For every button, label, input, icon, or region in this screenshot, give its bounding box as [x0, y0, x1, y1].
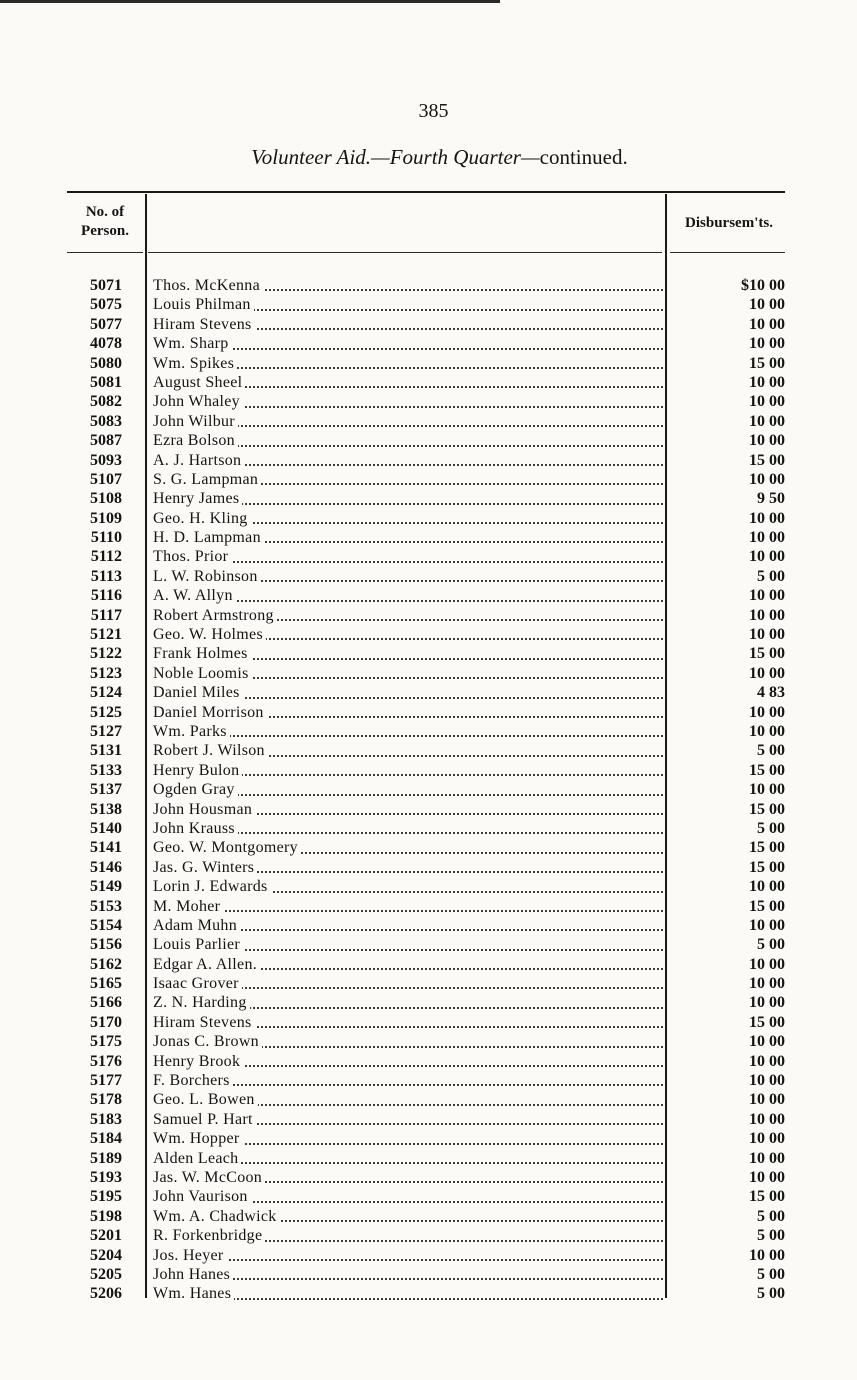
- person-name-cell: [153, 935, 663, 954]
- person-number: 5112: [90, 548, 122, 566]
- disbursement-amount: 10 00: [749, 529, 785, 547]
- header-number-of-person: [67, 203, 143, 241]
- person-name-cell: [153, 916, 663, 935]
- header-underline-disbursements: [670, 252, 785, 253]
- disbursement-amount: 10 00: [749, 1110, 785, 1128]
- person-name-cell: [153, 1226, 663, 1245]
- table-row: [0, 295, 857, 314]
- person-name: John Housman: [153, 801, 255, 818]
- person-name: John Krauss: [153, 820, 238, 837]
- disbursement-amount: 10 00: [749, 626, 785, 644]
- disbursement-amount: 10 00: [749, 781, 785, 799]
- table-row: [0, 1246, 857, 1265]
- person-name: Daniel Miles: [153, 684, 243, 701]
- person-name: Z. N. Harding: [153, 994, 250, 1011]
- person-number: 5141: [90, 839, 122, 857]
- person-number: 5195: [90, 1188, 122, 1206]
- person-name-cell: [153, 974, 663, 993]
- table-row: [0, 1013, 857, 1032]
- person-name-cell: [153, 451, 663, 470]
- person-name-cell: [153, 897, 663, 916]
- person-name: Louis Parlier: [153, 936, 243, 953]
- person-name-cell: [153, 664, 663, 683]
- person-number: 5149: [90, 878, 122, 896]
- person-number: 5133: [90, 761, 122, 779]
- person-name: S. G. Lampman: [153, 471, 261, 488]
- disbursement-amount: 10 00: [749, 1168, 785, 1186]
- disbursement-amount: 10 00: [749, 703, 785, 721]
- person-name-cell: [153, 1265, 663, 1284]
- person-name: H. D. Lampman: [153, 529, 264, 546]
- person-name-cell: [153, 489, 663, 508]
- person-number: 4078: [90, 335, 122, 353]
- table-row: [0, 993, 857, 1012]
- disbursement-amount: 10 00: [749, 412, 785, 430]
- person-name: August Sheel: [153, 374, 245, 391]
- person-number: 5109: [90, 509, 122, 527]
- person-name-cell: [153, 606, 663, 625]
- person-number: 5123: [90, 664, 122, 682]
- person-number: 5093: [90, 451, 122, 469]
- disbursement-amount: 15 00: [749, 858, 785, 876]
- table-row: [0, 315, 857, 334]
- person-name: Henry James: [153, 490, 242, 507]
- person-number: 5127: [90, 722, 122, 740]
- person-name: Hiram Stevens: [153, 316, 255, 333]
- person-name: Wm. Hopper: [153, 1130, 243, 1147]
- table-row: [0, 1187, 857, 1206]
- disbursement-amount: 10 00: [749, 470, 785, 488]
- person-number: 5205: [90, 1265, 122, 1283]
- disbursement-amount: 15 00: [749, 761, 785, 779]
- person-name-cell: [153, 722, 663, 741]
- disbursement-amount: 5 00: [757, 819, 785, 837]
- disbursement-amount: 10 00: [749, 296, 785, 314]
- person-number: 5121: [90, 626, 122, 644]
- person-number: 5176: [90, 1052, 122, 1070]
- disbursement-amount: 10 00: [749, 1130, 785, 1148]
- person-number: 5080: [90, 354, 122, 372]
- person-name: L. W. Robinson: [153, 568, 261, 585]
- person-name-cell: [153, 528, 663, 547]
- person-name-cell: [153, 683, 663, 702]
- person-name-cell: [153, 858, 663, 877]
- person-number: 5081: [90, 373, 122, 391]
- person-number: 5178: [90, 1091, 122, 1109]
- table-row: [0, 276, 857, 295]
- person-name: Jas. G. Winters: [153, 859, 257, 876]
- disbursement-amount: 5 00: [757, 567, 785, 585]
- table-row: [0, 780, 857, 799]
- disbursement-amount: 15 00: [749, 645, 785, 663]
- disbursement-amount: 4 83: [757, 684, 785, 702]
- person-name-cell: [153, 761, 663, 780]
- disbursement-amount: 5 00: [757, 1207, 785, 1225]
- header-underline-name: [148, 252, 662, 253]
- table-row: [0, 741, 857, 760]
- disbursement-amount: $10 00: [741, 277, 785, 294]
- person-name-cell: [153, 1168, 663, 1187]
- table-row: [0, 935, 857, 954]
- person-name: John Hanes: [153, 1266, 233, 1283]
- person-name-cell: [153, 567, 663, 586]
- person-name: Wm. Parks: [153, 723, 230, 740]
- person-name: Geo. H. Kling: [153, 510, 251, 527]
- table-row: [0, 625, 857, 644]
- disbursement-amount: 10 00: [749, 1246, 785, 1264]
- title-continued: continued.: [539, 145, 628, 169]
- person-number: 5113: [90, 567, 122, 585]
- disbursement-amount: 5 00: [757, 1265, 785, 1283]
- person-name: Lorin J. Edwards: [153, 878, 271, 895]
- disbursement-amount: 15 00: [749, 354, 785, 372]
- table-row: [0, 974, 857, 993]
- page-title: [0, 145, 857, 170]
- person-name-cell: [153, 819, 663, 838]
- disbursement-amount: 15 00: [749, 1013, 785, 1031]
- table-row: [0, 916, 857, 935]
- person-number: 5201: [90, 1227, 122, 1245]
- table-row: [0, 392, 857, 411]
- person-name: Ogden Gray: [153, 781, 238, 798]
- person-number: 5162: [90, 955, 122, 973]
- person-name-cell: [153, 1207, 663, 1226]
- person-name: Wm. Hanes: [153, 1285, 234, 1302]
- person-name-cell: [153, 547, 663, 566]
- person-number: 5125: [90, 703, 122, 721]
- person-number: 5183: [90, 1110, 122, 1128]
- table-row: [0, 606, 857, 625]
- disbursement-amount: 10 00: [749, 1072, 785, 1090]
- table-row: [0, 334, 857, 353]
- person-number: 5138: [90, 800, 122, 818]
- disbursement-amount: 10 00: [749, 722, 785, 740]
- title-italic: Volunteer Aid.—Fourth Quarter—: [251, 145, 540, 169]
- person-name-cell: [153, 800, 663, 819]
- person-name: Alden Leach: [153, 1150, 241, 1167]
- disbursement-amount: 10 00: [749, 664, 785, 682]
- person-name: Robert J. Wilson: [153, 742, 268, 759]
- person-number: 5198: [90, 1207, 122, 1225]
- person-number: 5108: [90, 490, 122, 508]
- person-name: Thos. McKenna: [153, 277, 263, 294]
- person-name: Wm. A. Chadwick: [153, 1208, 280, 1225]
- person-number: 5184: [90, 1130, 122, 1148]
- person-name: Henry Brook: [153, 1053, 243, 1070]
- disbursement-amount: 5 00: [757, 1285, 785, 1303]
- person-number: 5122: [90, 645, 122, 663]
- disbursement-amount: 10 00: [749, 1052, 785, 1070]
- person-name: A. J. Hartson: [153, 452, 244, 469]
- table-row: [0, 1284, 857, 1303]
- person-number: 5110: [90, 529, 122, 547]
- person-name-cell: [153, 1110, 663, 1129]
- person-name-cell: [153, 1052, 663, 1071]
- disbursement-amount: 10 00: [749, 393, 785, 411]
- table-row: [0, 1110, 857, 1129]
- table-row: [0, 1168, 857, 1187]
- table-row: [0, 1090, 857, 1109]
- disbursement-amount: 10 00: [749, 509, 785, 527]
- person-name: Louis Philman: [153, 296, 254, 313]
- person-name: John Vaurison: [153, 1188, 251, 1205]
- table-row: [0, 412, 857, 431]
- person-name-cell: [153, 431, 663, 450]
- person-number: 5153: [90, 897, 122, 915]
- disbursement-amount: 5 00: [757, 742, 785, 760]
- person-name: Geo. L. Bowen: [153, 1091, 258, 1108]
- table-row: [0, 1129, 857, 1148]
- table-top-rule: [67, 191, 785, 193]
- table-row: [0, 1032, 857, 1051]
- person-number: 5124: [90, 684, 122, 702]
- person-number: 5156: [90, 936, 122, 954]
- person-name: Ezra Bolson: [153, 432, 238, 449]
- person-name-cell: [153, 1149, 663, 1168]
- person-name: Geo. W. Holmes: [153, 626, 266, 643]
- table-row: [0, 1071, 857, 1090]
- table-row: [0, 722, 857, 741]
- table-row: [0, 858, 857, 877]
- person-number: 5131: [90, 742, 122, 760]
- disbursement-amount: 10 00: [749, 975, 785, 993]
- disbursement-amount: 10 00: [749, 373, 785, 391]
- person-name: Samuel P. Hart: [153, 1111, 256, 1128]
- person-number: 5116: [90, 587, 122, 605]
- disbursement-amount: 10 00: [749, 548, 785, 566]
- person-name-cell: [153, 315, 663, 334]
- disbursement-amount: 10 00: [749, 587, 785, 605]
- person-name-cell: [153, 1090, 663, 1109]
- header-number-line2: Person.: [81, 223, 129, 239]
- header-disbursements: Disbursem'ts.: [685, 215, 773, 231]
- person-number: 5082: [90, 393, 122, 411]
- person-number: 5140: [90, 819, 122, 837]
- disbursement-amount: 10 00: [749, 335, 785, 353]
- person-name-cell: [153, 993, 663, 1012]
- person-name-cell: [153, 1187, 663, 1206]
- person-name-cell: [153, 1129, 663, 1148]
- table-row: [0, 761, 857, 780]
- page-number: 385: [418, 100, 449, 122]
- person-name: Henry Bulon: [153, 762, 242, 779]
- person-number: 5075: [90, 296, 122, 314]
- table-row: [0, 586, 857, 605]
- table-row: [0, 1265, 857, 1284]
- person-number: 5077: [90, 315, 122, 333]
- disbursement-amount: 9 50: [757, 490, 785, 508]
- disbursement-amount: 10 00: [749, 1033, 785, 1051]
- person-number: 5083: [90, 412, 122, 430]
- table-row: [0, 838, 857, 857]
- disbursement-amount: 10 00: [749, 955, 785, 973]
- person-name-cell: [153, 644, 663, 663]
- table-row: [0, 877, 857, 896]
- person-name: Noble Loomis: [153, 665, 252, 682]
- person-number: 5107: [90, 470, 122, 488]
- header-number-line1: No. of: [85, 204, 125, 220]
- person-name-cell: [153, 470, 663, 489]
- table-row: [0, 644, 857, 663]
- person-name-cell: [153, 295, 663, 314]
- person-number: 5137: [90, 781, 122, 799]
- person-name-cell: [153, 334, 663, 353]
- person-name: Geo. W. Montgomery: [153, 839, 301, 856]
- person-name: Wm. Spikes: [153, 355, 237, 372]
- disbursement-amount: 15 00: [749, 800, 785, 818]
- table-row: [0, 1052, 857, 1071]
- person-name-cell: [153, 1246, 663, 1265]
- person-name: Isaac Grover: [153, 975, 242, 992]
- table-row: [0, 528, 857, 547]
- person-name: John Wilbur: [153, 413, 238, 430]
- person-name-cell: [153, 625, 663, 644]
- person-name-cell: [153, 1013, 663, 1032]
- person-name-cell: [153, 1071, 663, 1090]
- disbursement-amount: 10 00: [749, 916, 785, 934]
- person-name-cell: [153, 373, 663, 392]
- table-row: [0, 489, 857, 508]
- person-name: Edgar A. Allen.: [153, 956, 260, 973]
- disbursement-amount: 5 00: [757, 936, 785, 954]
- person-number: 5206: [90, 1285, 122, 1303]
- table-row: [0, 897, 857, 916]
- person-name: Daniel Morrison: [153, 704, 267, 721]
- table-row: [0, 509, 857, 528]
- disbursement-amount: 10 00: [749, 878, 785, 896]
- disbursement-amount: 10 00: [749, 315, 785, 333]
- table-row: [0, 819, 857, 838]
- person-name-cell: [153, 877, 663, 896]
- person-name-cell: [153, 586, 663, 605]
- header-underline-number: [67, 252, 143, 253]
- person-number: 5175: [90, 1033, 122, 1051]
- ledger-table-body: [0, 276, 857, 1304]
- disbursement-amount: 5 00: [757, 1227, 785, 1245]
- top-edge-rule: [0, 0, 500, 3]
- table-row: [0, 703, 857, 722]
- person-number: 5189: [90, 1149, 122, 1167]
- person-name-cell: [153, 412, 663, 431]
- disbursement-amount: 15 00: [749, 1188, 785, 1206]
- table-row: [0, 373, 857, 392]
- table-row: [0, 955, 857, 974]
- person-number: 5071: [90, 277, 122, 294]
- person-name-cell: [153, 1284, 663, 1303]
- person-name: Robert Armstrong: [153, 607, 277, 624]
- person-name: John Whaley: [153, 393, 243, 410]
- person-name: Jas. W. McCoon: [153, 1169, 265, 1186]
- table-row: [0, 1149, 857, 1168]
- disbursement-amount: 10 00: [749, 606, 785, 624]
- person-name-cell: [153, 276, 663, 295]
- person-name-cell: [153, 780, 663, 799]
- person-number: 5170: [90, 1013, 122, 1031]
- person-name: Jos. Heyer: [153, 1247, 227, 1264]
- table-row: [0, 431, 857, 450]
- person-name-cell: [153, 955, 663, 974]
- person-number: 5165: [90, 975, 122, 993]
- table-row: [0, 1207, 857, 1226]
- person-number: 5146: [90, 858, 122, 876]
- person-name: Jonas C. Brown: [153, 1033, 262, 1050]
- person-name-cell: [153, 838, 663, 857]
- table-row: [0, 1226, 857, 1245]
- person-name: F. Borchers: [153, 1072, 233, 1089]
- person-number: 5166: [90, 994, 122, 1012]
- person-name: R. Forkenbridge: [153, 1227, 265, 1244]
- disbursement-amount: 15 00: [749, 839, 785, 857]
- table-row: [0, 470, 857, 489]
- disbursement-amount: 15 00: [749, 897, 785, 915]
- disbursement-amount: 10 00: [749, 994, 785, 1012]
- person-name-cell: [153, 703, 663, 722]
- person-number: 5204: [90, 1246, 122, 1264]
- disbursement-amount: 15 00: [749, 451, 785, 469]
- person-name-cell: [153, 509, 663, 528]
- person-number: 5177: [90, 1072, 122, 1090]
- person-name-cell: [153, 392, 663, 411]
- table-row: [0, 354, 857, 373]
- person-number: 5117: [90, 606, 122, 624]
- person-number: 5087: [90, 432, 122, 450]
- disbursement-amount: 10 00: [749, 432, 785, 450]
- person-name-cell: [153, 741, 663, 760]
- disbursement-amount: 10 00: [749, 1149, 785, 1167]
- person-number: 5193: [90, 1168, 122, 1186]
- person-name: Adam Muhn: [153, 917, 240, 934]
- person-name: M. Moher: [153, 898, 223, 915]
- person-name: Thos. Prior: [153, 548, 231, 565]
- table-row: [0, 683, 857, 702]
- person-name-cell: [153, 1032, 663, 1051]
- person-name: Frank Holmes: [153, 645, 251, 662]
- person-name: A. W. Allyn: [153, 587, 236, 604]
- person-number: 5154: [90, 916, 122, 934]
- table-row: [0, 547, 857, 566]
- person-name-cell: [153, 354, 663, 373]
- disbursement-amount: 10 00: [749, 1091, 785, 1109]
- table-row: [0, 664, 857, 683]
- person-name: Hiram Stevens: [153, 1014, 255, 1031]
- table-row: [0, 567, 857, 586]
- person-name: Wm. Sharp: [153, 335, 232, 352]
- table-row: [0, 451, 857, 470]
- table-row: [0, 800, 857, 819]
